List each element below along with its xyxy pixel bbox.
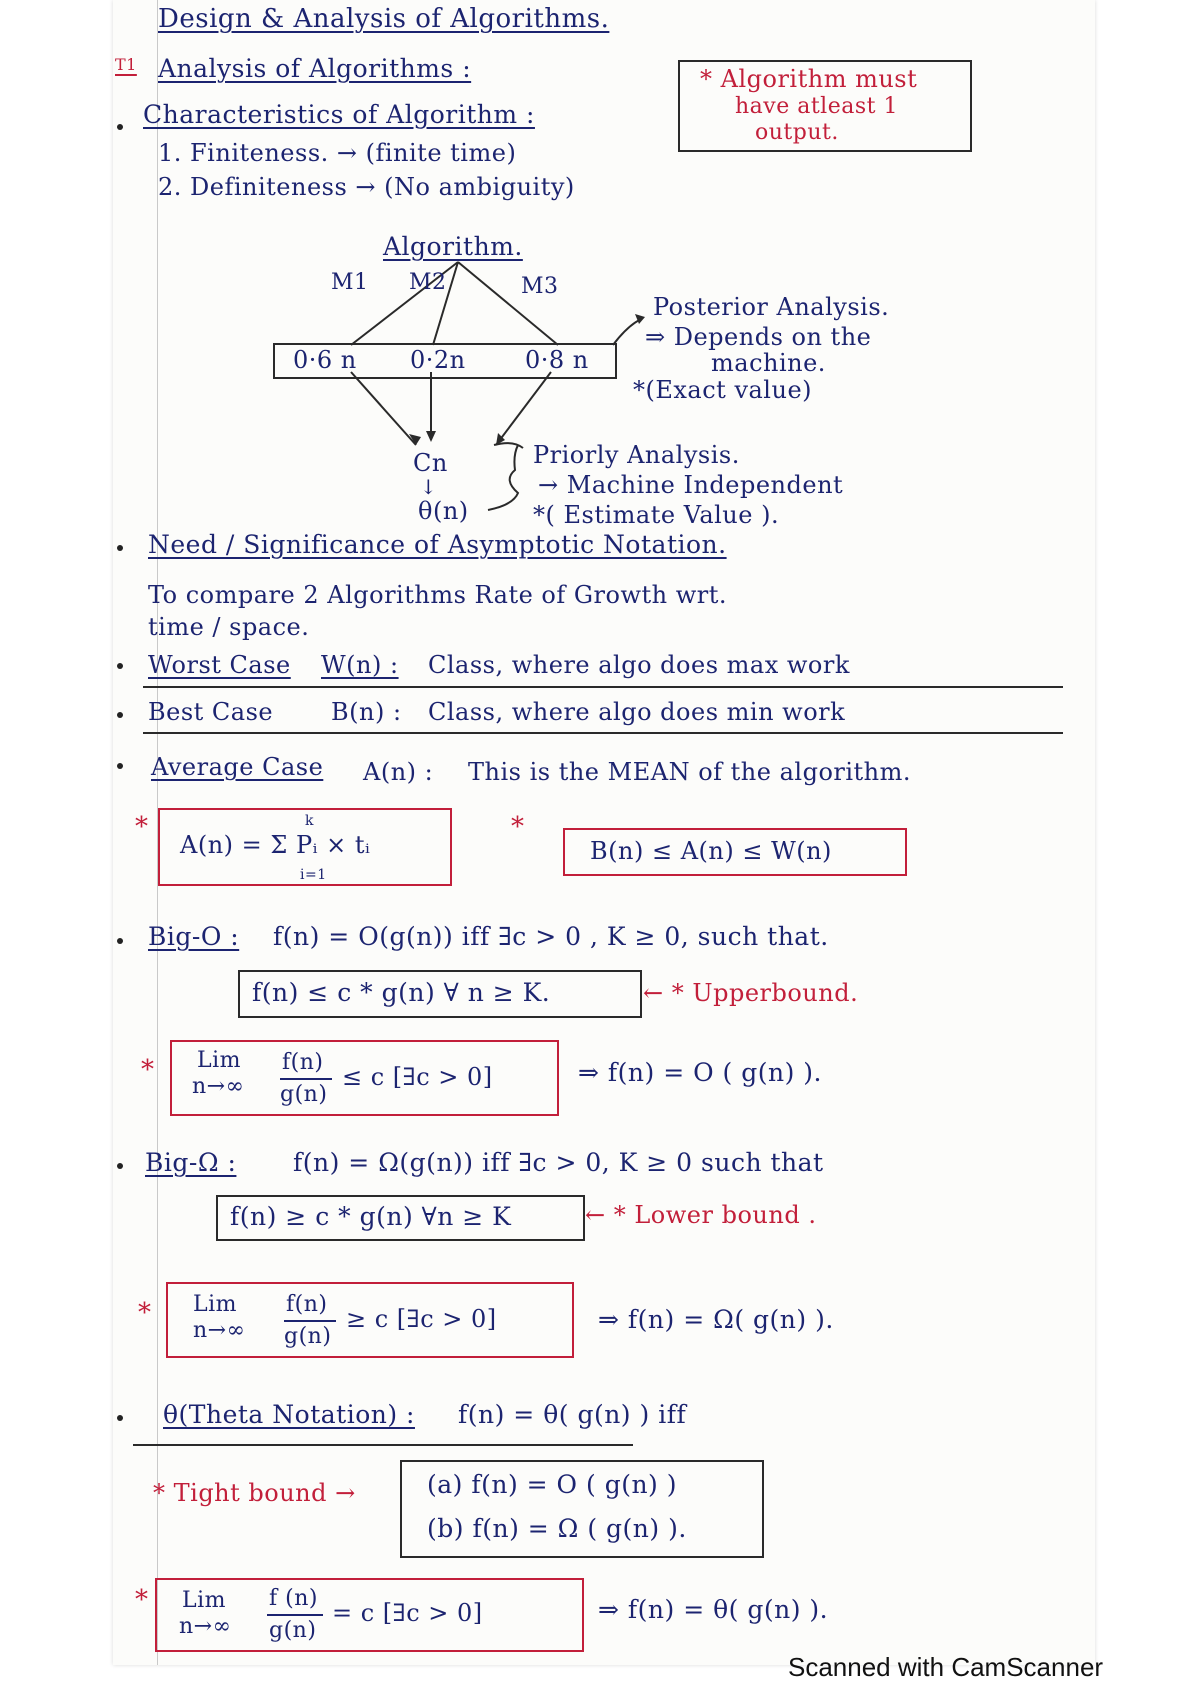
bullet (117, 1163, 123, 1169)
limit-subscript: n→∞ (193, 1318, 246, 1343)
note-line-2: have atleast 1 (735, 94, 898, 119)
fraction-numerator: f (n) (269, 1586, 318, 1611)
big-o-limit-box (170, 1040, 559, 1116)
characteristic-1: 1. Finiteness. → (finite time) (158, 139, 517, 167)
theta-heading: θ(Theta Notation) : (163, 1400, 415, 1429)
big-omega-limit-condition: ≥ c [∃c > 0] (346, 1305, 497, 1333)
star-mark: * (511, 812, 524, 842)
value-m1: 0·6 n (293, 346, 357, 374)
average-formula: A(n) = Σ Pᵢ × tᵢ (180, 831, 371, 859)
fraction-denominator: g(n) (269, 1618, 317, 1643)
rule-line (143, 686, 1063, 688)
value-m3: 0·8 n (525, 346, 589, 374)
case-order-box (563, 828, 907, 876)
big-omega-inequality-box (216, 1195, 585, 1241)
fraction-denominator: g(n) (280, 1082, 328, 1107)
section-tag: T1 (115, 55, 137, 74)
fraction-numerator: f(n) (286, 1292, 328, 1317)
big-o-limit-condition: ≤ c [∃c > 0] (342, 1063, 493, 1091)
star-mark: * (135, 812, 148, 842)
case-order-formula: B(n) ≤ A(n) ≤ W(n) (590, 837, 832, 865)
star-mark: * (135, 1585, 148, 1615)
theta-conditions-box (400, 1460, 764, 1558)
average-case-symbol: A(n) : (363, 758, 434, 786)
diagram-cn: Cn (413, 449, 448, 477)
diagram-m1: M1 (331, 270, 369, 295)
bullet (117, 1415, 123, 1421)
big-omega-heading: Big-Ω : (145, 1148, 237, 1177)
bullet (117, 663, 123, 669)
machine-values-box (273, 343, 617, 379)
theta-condition-a: (a) f(n) = O ( g(n) ) (427, 1470, 678, 1499)
big-omega-definition: f(n) = Ω(g(n)) iff ∃c > 0, K ≥ 0 such that (293, 1148, 824, 1177)
worst-case-symbol: W(n) : (321, 651, 399, 679)
big-omega-inequality: f(n) ≥ c * g(n) ∀n ≥ K (230, 1202, 512, 1231)
sum-upper-limit: k (305, 813, 314, 829)
limit-word: Lim (182, 1588, 227, 1613)
page-title: Design & Analysis of Algorithms. (158, 4, 610, 34)
best-case-text: Class, where algo does min work (428, 698, 846, 726)
star-mark: * (141, 1055, 154, 1085)
big-omega-limit-box (166, 1282, 574, 1358)
characteristics-heading: Characteristics of Algorithm : (143, 100, 535, 129)
fraction-numerator: f(n) (282, 1050, 324, 1075)
theta-result: ⇒ f(n) = θ( g(n) ). (598, 1595, 829, 1624)
bullet (117, 763, 123, 769)
bullet (117, 938, 123, 944)
best-case-label: Best Case (148, 698, 274, 726)
posterior-line-2: machine. (711, 349, 826, 377)
priori-title: Priorly Analysis. (533, 441, 740, 469)
average-case-text: This is the MEAN of the algorithm. (468, 758, 912, 786)
sum-lower-limit: i=1 (300, 867, 327, 883)
star-mark: * (138, 1298, 151, 1328)
diagram-m2: M2 (409, 270, 447, 295)
rule-line (133, 1444, 633, 1446)
posterior-line-3: *(Exact value) (633, 376, 813, 404)
value-m2: 0·2n (410, 346, 466, 374)
significance-line-2: time / space. (148, 613, 310, 641)
characteristic-2: 2. Definiteness → (No ambiguity) (158, 173, 575, 201)
diagram-top-label: Algorithm. (383, 232, 523, 261)
big-o-definition: f(n) = O(g(n)) iff ∃c > 0 , K ≥ 0, such that. (273, 922, 829, 951)
average-case-label: Average Case (151, 753, 324, 781)
big-o-inequality: f(n) ≤ c * g(n) ∀ n ≥ K. (252, 978, 551, 1007)
tight-bound-note: * Tight bound → (153, 1479, 356, 1507)
significance-line-1: To compare 2 Algorithms Rate of Growth wrt. (148, 581, 728, 609)
scanner-watermark: Scanned with CamScanner (788, 1652, 1104, 1682)
diagram-m3: M3 (521, 274, 559, 299)
fraction-denominator: g(n) (284, 1324, 332, 1349)
big-o-result: ⇒ f(n) = O ( g(n) ). (578, 1058, 822, 1087)
limit-subscript: n→∞ (192, 1074, 245, 1099)
big-o-inequality-box (238, 970, 642, 1018)
notebook-page (113, 0, 1095, 1665)
big-o-upperbound-note: ← * Upperbound. (643, 979, 859, 1007)
posterior-line-1: ⇒ Depends on the (645, 323, 872, 351)
big-omega-lowerbound-note: ← * Lower bound . (585, 1201, 817, 1229)
limit-subscript: n→∞ (179, 1614, 232, 1639)
posterior-title: Posterior Analysis. (653, 293, 890, 321)
section-heading: Analysis of Algorithms : (158, 54, 472, 83)
big-o-heading: Big-O : (148, 922, 240, 951)
bullet (117, 545, 123, 551)
rule-line (143, 732, 1063, 734)
theta-limit-box (155, 1578, 584, 1652)
big-omega-result: ⇒ f(n) = Ω( g(n) ). (598, 1305, 834, 1334)
theta-condition-b: (b) f(n) = Ω ( g(n) ). (427, 1514, 687, 1543)
theta-definition: f(n) = θ( g(n) ) iff (458, 1400, 687, 1429)
note-line-1: * Algorithm must (700, 65, 918, 93)
limit-word: Lim (193, 1292, 238, 1317)
worst-case-label: Worst Case (148, 651, 291, 679)
limit-word: Lim (197, 1048, 242, 1073)
diagram-down-arrow: ↓ (420, 475, 438, 499)
average-formula-box (158, 808, 452, 886)
theta-limit-condition: = c [∃c > 0] (332, 1599, 483, 1627)
significance-heading: Need / Significance of Asymptotic Notation. (148, 530, 727, 559)
diagram-theta: θ(n) (418, 497, 469, 525)
note-line-3: output. (755, 120, 839, 145)
priori-line-2: *( Estimate Value ). (533, 501, 780, 529)
best-case-symbol: B(n) : (331, 698, 402, 726)
worst-case-text: Class, where algo does max work (428, 651, 850, 679)
priori-line-1: → Machine Independent (538, 471, 844, 499)
bullet (117, 712, 123, 718)
